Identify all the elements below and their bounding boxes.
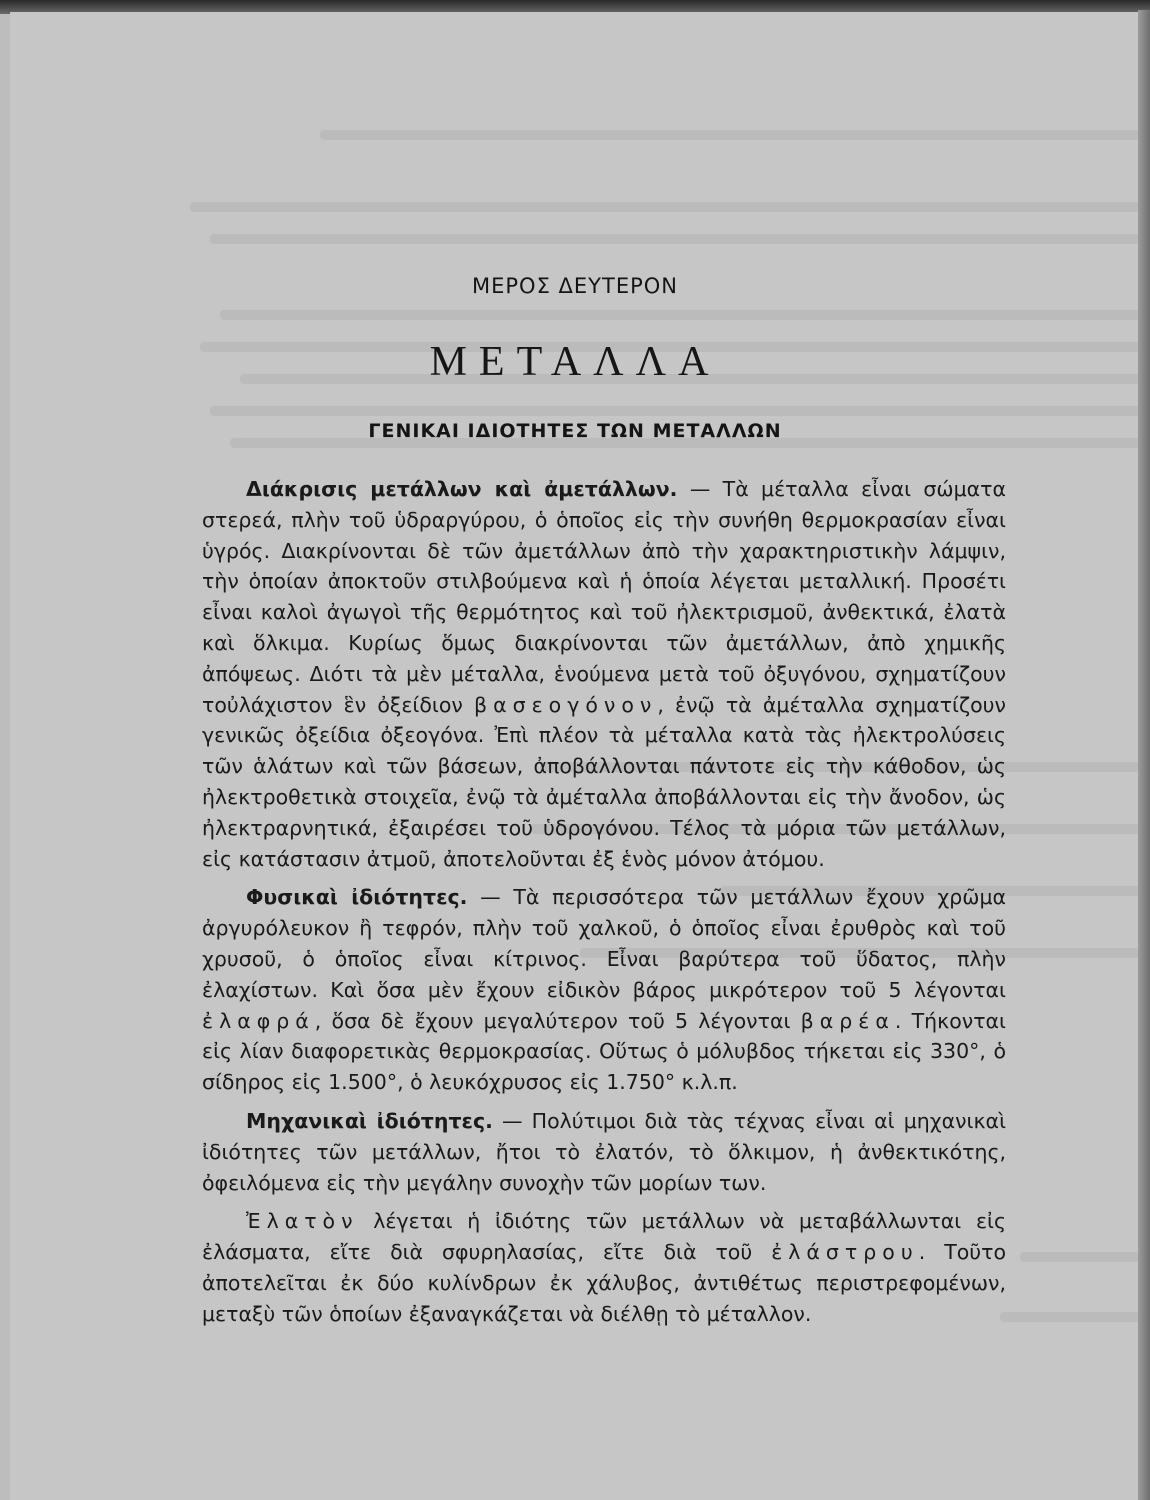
document-page bbox=[10, 12, 1140, 1500]
scan-right-edge bbox=[1138, 10, 1150, 1500]
paragraph-mechanical bbox=[202, 1106, 1006, 1198]
paragraph-distinction bbox=[202, 474, 1006, 874]
paragraph-physical bbox=[202, 882, 1006, 1098]
section-heading-mechanical: Μηχανικαὶ ἰδιότητες. bbox=[246, 1108, 493, 1133]
paragraph-physical-text-1: — Τὰ περισσότερα τῶν μετάλλων ἔχουν χρῶμα ἀργυρόλευκον ἢ τεφρόν, πλὴν τοῦ χαλκοῦ, ὁ ὁποῖος εἶναι ἐρυθρὸς καὶ τοῦ χρυσοῦ, ὁ ὁποῖος εἶναι κίτρινος. Εἶναι βαρύτερα τοῦ ὕδατος, πλὴν ἐλαχίστων. Καὶ ὅσα μὲν ἔχουν εἰδικὸν βάρος μικρότερον τοῦ 5 λέγονται bbox=[202, 885, 1006, 1002]
paragraph-malleable-text-2: . Τοῦτο ἀποτελεῖται ἐκ δύο κυλίνδρων ἐκ χάλυβος, ἀντιθέτως περιστρεφομένων, μεταξὺ τῶν ὁποίων ἐξαναγκάζεται νὰ διέλθῃ τὸ μέταλλον. bbox=[202, 1240, 1007, 1326]
paragraph-malleable-text-1: λέγεται ἡ ἰδιότης τῶν μετάλλων νὰ μεταβάλλωνται εἰς ἐλάσματα, εἴτε διὰ σφυρηλασίας, εἴτε διὰ τοῦ bbox=[202, 1209, 1006, 1265]
paragraph-physical-text-2: , ὅσα δὲ ἔχουν μεγαλύτερον τοῦ 5 λέγονται bbox=[314, 1008, 801, 1033]
main-title: ΜΕΤΑΛΛΑ bbox=[429, 339, 721, 385]
term-heavy: βαρέα bbox=[800, 1008, 895, 1033]
chapter-title: ΓΕΝΙΚΑΙ ΙΔΙΟΤΗΤΕΣ ΤΩΝ ΜΕΤΑΛΛΩΝ bbox=[368, 420, 782, 442]
paragraph-distinction-text-1: — Τὰ μέταλλα εἶναι σώματα στερεά, πλὴν τοῦ ὑδραργύρου, ὁ ὁποῖος εἰς τὴν συνήθη θερμοκρασίαν εἶναι ὑγρός. Διακρίνονται δὲ τῶν ἀμετάλλων ἀπὸ τὴν χαρακτηριστικὴν λάμψιν, τὴν ὁποίαν ἀποκτοῦν στιλβούμενα καὶ ἡ ὁποία λέγεται μεταλλική. Προσέτι εἶναι καλοὶ ἀγωγοὶ τῆς θερμότητος καὶ τοῦ ἠλεκτρισμοῦ, ἀνθεκτικά, ἐλατὰ καὶ ὅλκιμα. Κυρίως ὅμως διακρίνονται τῶν ἀμετάλλων, ἀπὸ χημικῆς ἀπόψεως. Διότι τὰ μὲν μέταλλα, ἑνούμενα μετὰ τοῦ ὀξυγόνου, σχηματίζουν τοὐλάχιστον ἓν ὀξείδιον bbox=[202, 477, 1006, 717]
paragraph-physical-text-3: . Τήκονται εἰς λίαν διαφορετικὰς θερμοκρασίας. Οὕτως ὁ μόλυβδος τήκεται εἰς 330°, ὁ σίδηρος εἰς 1.500°, ὁ λευκόχρυσος εἰς 1.750° κ.λ.π. bbox=[202, 1008, 1006, 1095]
term-light: ἐλαφρά bbox=[202, 1008, 315, 1033]
part-title: ΜΕΡΟΣ ΔΕΥΤΕΡΟΝ bbox=[472, 274, 678, 298]
paragraph-malleable bbox=[202, 1206, 1006, 1329]
term-basogenic: βασεογόνον bbox=[473, 692, 658, 717]
term-malleable: Ἐλατὸν bbox=[246, 1209, 359, 1234]
body-text bbox=[202, 474, 1006, 1338]
section-heading-physical: Φυσικαὶ ἰδιότητες. bbox=[246, 885, 468, 910]
paragraph-mechanical-text-1: — Πολύτιμοι διὰ τὰς τέχνας εἶναι αἱ μηχανικαὶ ἰδιότητες τῶν μετάλλων, ἤτοι τὸ ἐλατόν, τὸ ὅλκιμον, ἡ ἀνθεκτικότης, ὀφειλόμενα εἰς τὴν μεγάλην συνοχὴν τῶν μορίων των. bbox=[202, 1108, 1007, 1195]
paragraph-distinction-text-2: , ἐνῷ τὰ ἀμέταλλα σχηματίζουν γενικῶς ὀξείδια ὀξεογόνα. Ἐπὶ πλέον τὰ μέταλλα κατὰ τὰς ἠλεκτρολύσεις τῶν ἁλάτων καὶ τῶν βάσεων, ἀποβάλλονται πάντοτε εἰς τὴν κάθοδον, ὡς ἠλεκτροθετικὰ στοιχεῖα, ἐνῷ τὰ ἀμέταλλα ἀποβάλλονται εἰς τὴν ἄνοδον, ὡς ἠλεκτραρνητικά, ἐξαιρέσει τοῦ ὑδρογόνου. Τέλος τὰ μόρια τῶν μετάλλων, εἰς κατάστασιν ἀτμοῦ, ἀποτελοῦνται ἐξ ἑνὸς μόνον ἀτόμου. bbox=[202, 692, 1006, 871]
term-rolling-mill: ἐλάστρου bbox=[771, 1240, 919, 1265]
section-heading-distinction: Διάκρισις μετάλλων καὶ ἀμετάλλων. bbox=[246, 477, 678, 501]
